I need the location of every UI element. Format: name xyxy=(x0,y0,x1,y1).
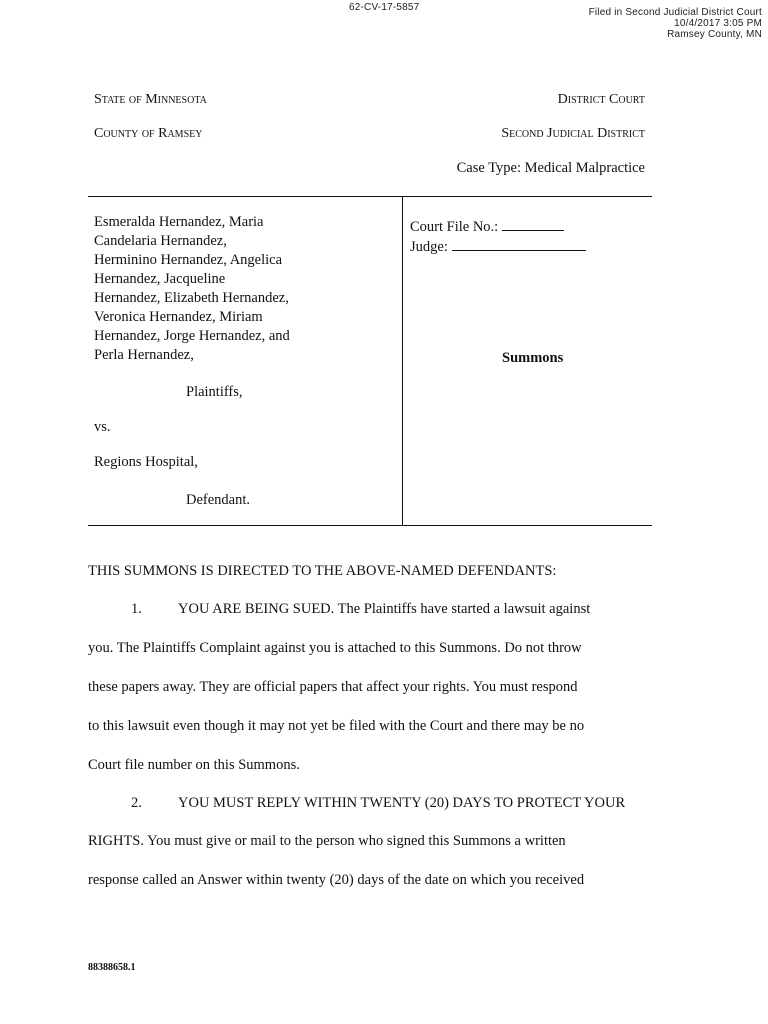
plaintiff-line: Hernandez, Jacqueline xyxy=(94,271,226,287)
summons-directive: THIS SUMMONS IS DIRECTED TO THE ABOVE-NAMED DEFENDANTS: xyxy=(88,563,557,579)
judge-blank xyxy=(452,238,586,251)
state-label: State of Minnesota xyxy=(94,92,207,107)
court-file-label: Court File No.: xyxy=(410,219,499,235)
district-label: Second Judicial District xyxy=(501,126,645,141)
plaintiff-line: Hernandez, Jorge Hernandez, and xyxy=(94,328,290,344)
judge-label: Judge: xyxy=(410,239,448,255)
paragraph-2-number: 2. xyxy=(131,795,142,811)
paragraph-2-line: response called an Answer within twenty (20) days of the date on which you received xyxy=(88,872,585,888)
court-file-number xyxy=(410,218,564,236)
defendant-name: Regions Hospital, xyxy=(94,454,198,470)
filing-stamp xyxy=(589,7,762,40)
plaintiff-line: Candelaria Hernandez, xyxy=(94,233,227,249)
judge-field xyxy=(410,238,586,256)
plaintiffs-label: Plaintiffs, xyxy=(186,384,243,400)
court-file-blank xyxy=(502,218,564,231)
versus-label: vs. xyxy=(94,419,111,435)
plaintiff-line: Herminino Hernandez, Angelica xyxy=(94,252,283,268)
paragraph-1-heading: YOU ARE BEING SUED. The Plaintiffs have started a lawsuit against xyxy=(178,601,591,617)
filing-stamp-county: Ramsey County, MN xyxy=(667,29,762,40)
plaintiff-line: Esmeralda Hernandez, Maria xyxy=(94,214,264,230)
document-title: Summons xyxy=(502,350,564,366)
filing-stamp-court: Filed in Second Judicial District Court xyxy=(588,7,762,18)
paragraph-1-line: to this lawsuit even though it may not yet be filed with the Court and there may be no xyxy=(88,718,585,734)
document-id: 88388658.1 xyxy=(88,962,136,973)
paragraph-1-line: you. The Plaintiffs Complaint against you is attached to this Summons. Do not throw xyxy=(88,640,582,656)
county-label: County of Ramsey xyxy=(94,126,203,141)
caption-bottom-rule xyxy=(88,525,652,526)
defendant-label: Defendant. xyxy=(186,492,251,508)
paragraph-1-number: 1. xyxy=(131,601,142,617)
plaintiff-line: Perla Hernandez, xyxy=(94,347,194,363)
caption-top-rule xyxy=(88,196,652,197)
case-number: 62-CV-17-5857 xyxy=(349,2,420,13)
paragraph-1-line: Court file number on this Summons. xyxy=(88,757,300,773)
paragraph-2-heading: YOU MUST REPLY WITHIN TWENTY (20) DAYS TO PROTECT YOUR xyxy=(178,795,626,811)
case-type: Case Type: Medical Malpractice xyxy=(456,160,645,176)
paragraph-2-line: RIGHTS. You must give or mail to the person who signed this Summons a written xyxy=(88,833,566,849)
paragraph-1-line: these papers away. They are official papers that affect your rights. You must respond xyxy=(88,679,578,695)
court-label: District Court xyxy=(557,92,645,107)
plaintiff-line: Veronica Hernandez, Miriam xyxy=(94,309,263,325)
plaintiff-line: Hernandez, Elizabeth Hernandez, xyxy=(94,290,289,306)
caption-vertical-rule xyxy=(402,196,403,526)
filing-stamp-datetime: 10/4/2017 3:05 PM xyxy=(674,18,762,29)
